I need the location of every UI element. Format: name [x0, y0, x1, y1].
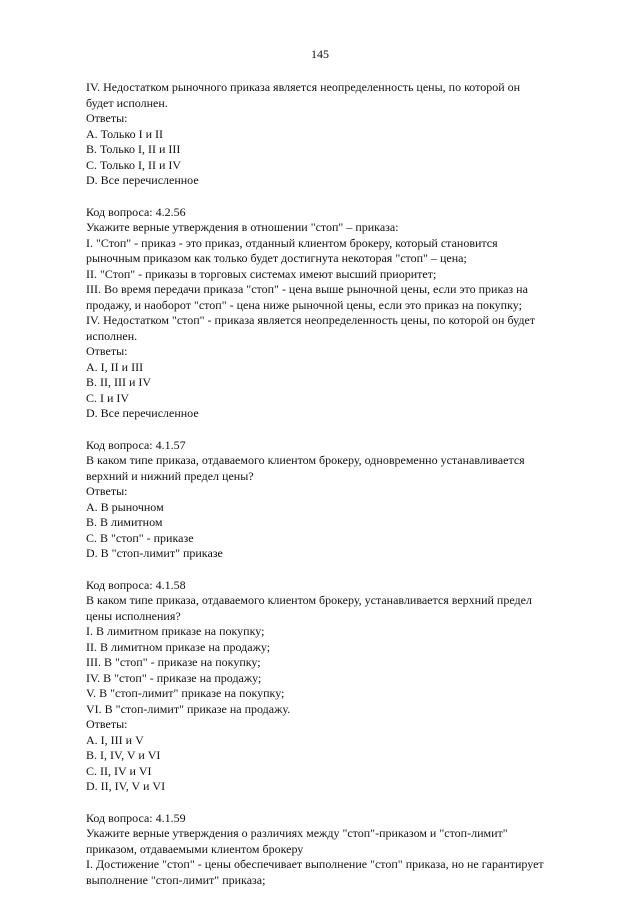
question-text-line: рыночным приказом как только будет достигнута некоторая "стоп" – цена; — [86, 251, 467, 265]
question-4-1-59 — [86, 811, 586, 889]
answer-option: A. I, II и III — [86, 359, 144, 374]
answer-option: A. I, III и V — [86, 732, 144, 747]
answer-option: B. II, III и IV — [86, 375, 152, 389]
question-text-line: IV. Недостатком "стоп" - приказа является неопределенность цены, по которой он будет — [86, 313, 536, 327]
question-text-line: I. "Стоп" - приказ - это приказ, отданный клиентом брокеру, который становится — [86, 235, 498, 250]
question-text-line: выполнение "стоп-лимит" приказа; — [86, 872, 266, 887]
answer-option: A. Только I и II — [86, 126, 164, 141]
answer-option: D. Все перечисленное — [86, 173, 199, 187]
question-text-line: V. В "стоп-лимит" приказе на покупку; — [86, 686, 285, 700]
answer-option: D. Все перечисленное — [86, 406, 199, 420]
answers-label: Ответы: — [86, 111, 128, 125]
question-text-line: В каком типе приказа, отдаваемого клиентом брокеру, устанавливается верхний предел — [86, 593, 532, 607]
answer-option: B. I, IV, V и VI — [86, 748, 161, 762]
statement-line: IV. Недостатком рыночного приказа является неопределенность цены, по которой он — [86, 80, 521, 94]
question-code: Код вопроса: 4.1.59 — [86, 810, 186, 825]
question-text-line: III. Во время передачи приказа "стоп" - цена выше рыночной цены, если это приказ на — [86, 282, 528, 296]
answer-option: B. Только I, II и III — [86, 142, 181, 156]
question-text-line: I. Достижение "стоп" - цены обеспечивает выполнение "стоп" приказа, но не гарантирует — [86, 857, 544, 871]
statement-line: будет исполнен. — [86, 95, 168, 110]
question-4-1-58 — [86, 578, 586, 795]
question-text-line: Укажите верные утверждения в отношении "стоп" – приказа: — [86, 220, 399, 234]
page-number: 145 — [311, 47, 329, 61]
question-code: Код вопроса: 4.2.56 — [86, 204, 186, 219]
answer-option: C. В "стоп" - приказе — [86, 530, 194, 545]
question-text-line: приказом, отдаваемыми клиентом брокеру — [86, 841, 304, 856]
question-text-line: В каком типе приказа, отдаваемого клиентом брокеру, одновременно устанавливается — [86, 453, 525, 467]
question-text-line: продажу, и наоборот "стоп" - цена ниже рыночной цены, если это приказ на покупку; — [86, 297, 522, 312]
answer-option: C. II, IV и VI — [86, 763, 152, 778]
page-content — [86, 80, 586, 904]
question-text-line: IV. В "стоп" - приказе на продажу; — [86, 670, 262, 685]
question-tail — [86, 80, 586, 189]
question-text-line: цены исполнения? — [86, 608, 181, 623]
answers-label: Ответы: — [86, 484, 128, 498]
question-code: Код вопроса: 4.1.57 — [86, 437, 186, 452]
question-text-line: I. В лимитном приказе на покупку; — [86, 624, 265, 638]
question-text-line: III. В "стоп" - приказе на покупку; — [86, 655, 261, 669]
question-text-line: исполнен. — [86, 328, 138, 343]
question-4-1-57 — [86, 438, 586, 562]
answer-option: D. II, IV, V и VI — [86, 779, 166, 793]
answer-option: C. Только I, II и IV — [86, 157, 182, 172]
question-text-line: II. В лимитном приказе на продажу; — [86, 639, 271, 654]
question-text-line: II. "Стоп" - приказы в торговых системах имеют высший приоритет; — [86, 266, 437, 281]
answer-option: C. I и IV — [86, 390, 130, 405]
question-text-line: верхний и нижний предел цены? — [86, 468, 254, 483]
answer-option: A. В рыночном — [86, 499, 164, 514]
question-code: Код вопроса: 4.1.58 — [86, 577, 186, 592]
answers-label: Ответы: — [86, 344, 128, 358]
answer-option: B. В лимитном — [86, 515, 163, 529]
question-4-2-56 — [86, 205, 586, 422]
answer-option: D. В "стоп-лимит" приказе — [86, 546, 223, 560]
question-text-line: Укажите верные утверждения о различиях между "стоп"-приказом и "стоп-лимит" — [86, 826, 508, 840]
answers-label: Ответы: — [86, 717, 128, 731]
question-text-line: VI. В "стоп-лимит" приказе на продажу. — [86, 701, 291, 716]
